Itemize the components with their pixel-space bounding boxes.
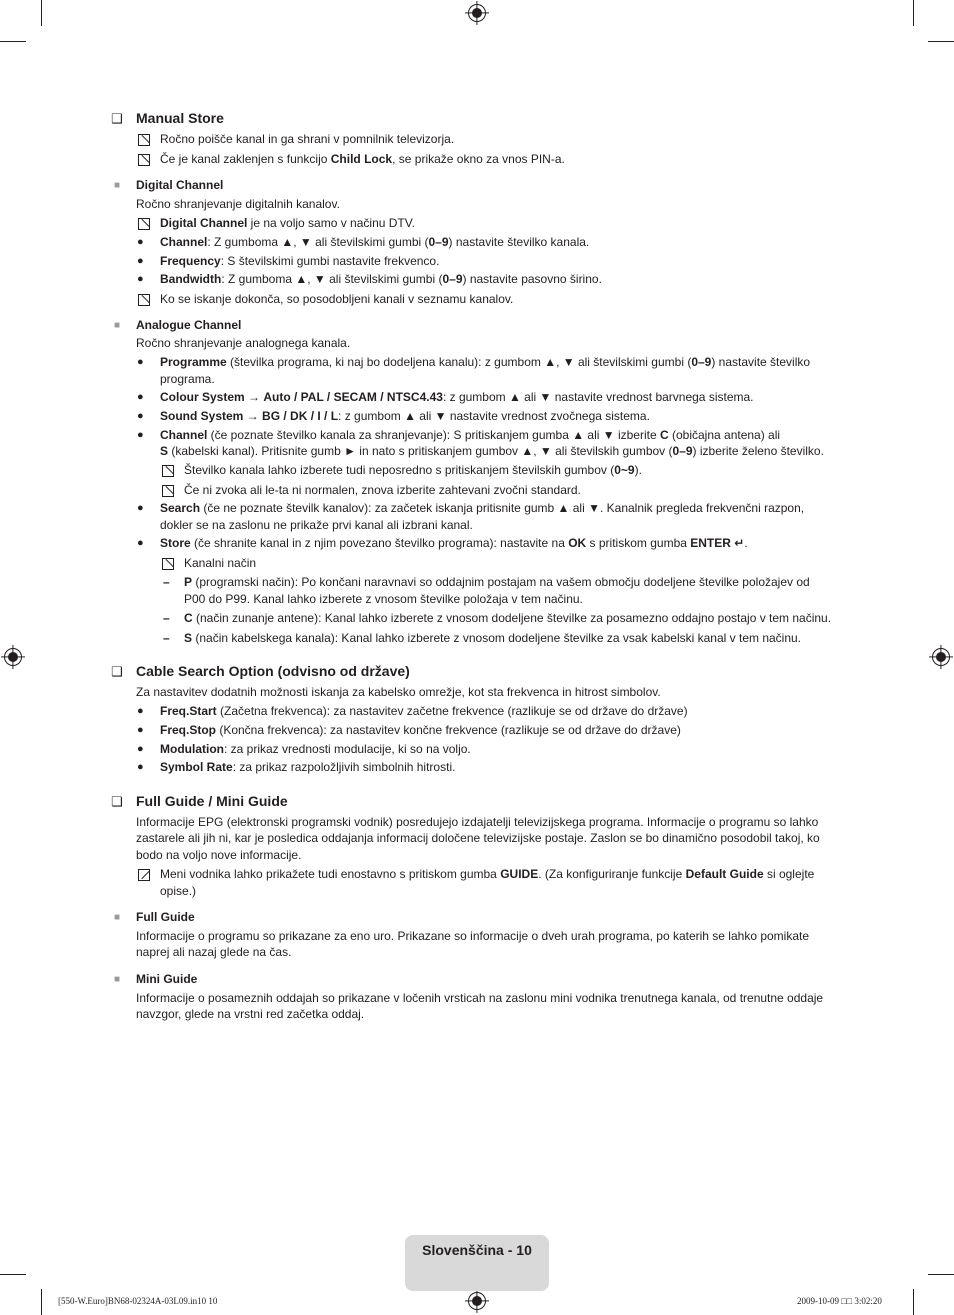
text-segment: (kabelski kanal). Pritisnite gumb ► in nato s pritiskanjem gumbov ▲, ▼ ali številskih gumbov ( (168, 444, 673, 458)
bullet-icon: ● (137, 429, 144, 441)
text-line (136, 335, 350, 352)
section-heading (136, 792, 288, 810)
crop-mark (0, 41, 26, 42)
bold-term: Bandwidth (160, 272, 222, 286)
note-icon (138, 217, 150, 234)
text-segment: naprej ali nazaj glede na čas. (136, 945, 292, 959)
subsection-square-icon: ■ (114, 912, 121, 923)
text-segment: Informacije o posameznih oddajah so prikazane v ločenih vrsticah na zaslonu mini vodnika trenutnega kanala, od trenutne oddaje (136, 991, 824, 1005)
bold-term: Digital Channel (136, 178, 224, 192)
registration-mark-icon (468, 1292, 486, 1310)
text-line (160, 215, 415, 232)
text-line (160, 234, 589, 251)
note-icon (138, 133, 150, 150)
text-segment: (način zunanje antene): Kanal lahko izberete z vnosom dodeljene številke za posamezno oddajno postajo v tem načinu. (192, 611, 832, 625)
text-segment: Če je kanal zaklenjen s funkcijo (160, 152, 331, 166)
text-segment: Za nastavitev dodatnih možnosti iskanja za kabelsko omrežje, kot sta frekvenca in hitrost simbolov. (136, 685, 661, 699)
subsection-heading (136, 909, 195, 926)
crop-mark (0, 1274, 26, 1275)
bold-term: P (184, 575, 193, 589)
bold-term: C (184, 611, 193, 625)
section-checkbox-icon: ❑ (111, 794, 123, 809)
text-segment: : za prikaz vrednosti modulacije, ki so na voljo. (223, 742, 471, 756)
text-segment: . (Za konfiguriranje funkcije (538, 867, 686, 881)
text-segment: programa. (160, 372, 215, 386)
section-checkbox-icon: ❑ (111, 664, 123, 679)
bullet-icon: ● (137, 724, 144, 736)
bold-term: C (659, 428, 669, 442)
text-segment: : Z gumboma ▲, ▼ ali številskimi gumbi ( (221, 272, 443, 286)
text-line (160, 759, 455, 776)
bold-term: Default Guide (685, 867, 764, 881)
text-segment: dokler se na zaslonu ne prikaže prvi kanal ali izbrani kanal. (160, 518, 473, 532)
bold-term: GUIDE (500, 867, 539, 881)
text-line (160, 535, 748, 552)
text-segment: Ročno shranjevanje analognega kanala. (136, 336, 351, 350)
note-icon (162, 484, 174, 501)
text-line (136, 830, 820, 847)
bold-term: Child Lock (330, 152, 393, 166)
subsection-heading (136, 971, 197, 988)
text-segment: : z gumbom ▲ ali ▼ nastavite vrednost barvnega sistema. (442, 390, 754, 404)
bullet-icon: ● (137, 236, 144, 248)
text-line (160, 722, 681, 739)
text-line (136, 684, 661, 701)
text-segment: Informacije EPG (elektronski programski vodnik) posredujejo izdajatelji televizijskega programa. Informacije o programu so lahko (136, 815, 819, 829)
text-line (136, 928, 809, 945)
text-segment: Meni vodnika lahko prikažete tudi enostavno s pritiskom gumba (160, 867, 501, 881)
text-line (136, 814, 818, 831)
bullet-icon: ● (137, 502, 144, 514)
text-segment: : Z gumboma ▲, ▼ ali številskimi gumbi ( (207, 235, 429, 249)
page-number-label: Slovenščina - 10 (422, 1242, 532, 1258)
text-segment: (običajna antena) ali (668, 428, 781, 442)
text-segment: opise.) (160, 884, 197, 898)
bullet-icon: ● (137, 356, 144, 368)
text-line (184, 482, 581, 499)
bullet-icon: ● (137, 537, 144, 549)
bullet-icon: ● (137, 705, 144, 717)
bold-term: 0–9 (428, 235, 449, 249)
text-segment: je na voljo samo v načinu DTV. (247, 216, 415, 230)
note-icon (138, 868, 150, 885)
text-line (160, 866, 814, 883)
text-line (136, 990, 823, 1007)
text-line (160, 389, 754, 406)
crop-mark (928, 41, 954, 42)
crop-mark (41, 0, 42, 26)
subsection-square-icon: ■ (114, 974, 121, 985)
section-heading (136, 662, 410, 680)
text-line (160, 883, 196, 900)
bold-term: OK (568, 536, 587, 550)
text-line (160, 271, 602, 288)
bold-term: 0–9 (672, 444, 693, 458)
text-line (184, 574, 810, 591)
bullet-icon: ● (137, 273, 144, 285)
bold-term: Freq.Stop (160, 723, 216, 737)
bold-term: 0–9 (442, 272, 463, 286)
text-line (160, 703, 688, 720)
text-segment: → (244, 390, 264, 404)
print-slug-file: [550-W.Euro]BN68-02324A-03L09.in10 10 (58, 1296, 218, 1306)
text-segment: : S številskimi gumbi nastavite frekvenco. (220, 254, 440, 268)
text-segment: (programski način): Po končani naravnavi so oddajnim postajam na vašem območju dodeljene številke položajev od (192, 575, 810, 589)
bullet-icon: ● (137, 743, 144, 755)
text-segment: , se prikaže okno za vnos PIN-a. (392, 152, 565, 166)
text-line (136, 1006, 364, 1023)
text-line (160, 151, 565, 168)
text-segment: (Končna frekvenca): za nastavitev končne frekvence (razlikuje se od države do države) (216, 723, 681, 737)
text-segment: ). (634, 463, 642, 477)
print-slug-timestamp: 2009-10-09 □□ 3:02:20 (797, 1296, 882, 1306)
text-segment: (če shranite kanal in z njim povezano številko programa): nastavite na (190, 536, 569, 550)
text-line (184, 555, 256, 572)
registration-mark-icon (932, 648, 950, 666)
text-line (136, 944, 291, 961)
text-segment: Ročno poišče kanal in ga shrani v pomnilnik televizorja. (160, 132, 455, 146)
subsection-square-icon: ■ (114, 320, 121, 331)
text-line (160, 354, 810, 371)
dash-icon: – (163, 611, 170, 625)
text-line (184, 630, 801, 647)
text-line (160, 291, 513, 308)
section-heading (136, 109, 224, 127)
bold-term: Mini Guide (136, 972, 198, 986)
text-segment: bodo na voljo nove informacije. (136, 848, 302, 862)
text-segment: (številka programa, ki naj bo dodeljena kanalu): z gumbom ▲, ▼ ali številskimi gumbi ( (226, 355, 692, 369)
note-icon (138, 293, 150, 310)
bold-term: Auto / PAL / SECAM / NTSC4.43 (263, 390, 443, 404)
text-segment: (če ne poznate številk kanalov): za začetek iskanja pritisnite gumb ▲ ali ▼. Kanalnik pregleda frekvenčni razpon, (200, 501, 805, 515)
note-icon (162, 464, 174, 481)
bold-term: Channel (160, 235, 208, 249)
text-segment: Kanalni način (184, 556, 257, 570)
bold-term: Programme (160, 355, 227, 369)
section-checkbox-icon: ❑ (111, 111, 123, 126)
text-segment: ) izberite želeno številko. (692, 444, 824, 458)
dash-icon: – (163, 575, 170, 589)
crop-mark (913, 1289, 914, 1315)
bullet-icon: ● (137, 410, 144, 422)
dash-icon: – (163, 631, 170, 645)
bold-term: Colour System (160, 390, 245, 404)
text-line (160, 131, 454, 148)
text-segment: zastarele ali jih ni, kar je posledica oddajanja informacij določene televizijske postaje. Zaslon se bo dinamično posodobil takoj, ko (136, 831, 820, 845)
text-segment: → (243, 409, 263, 423)
text-segment: . (744, 536, 748, 550)
bold-term: 0–9 (691, 355, 712, 369)
subsection-square-icon: ■ (114, 180, 121, 191)
text-segment: (način kabelskega kanala): Kanal lahko izberete z vnosom dodeljene številke za vsak kabelski kanal v tem načinu. (192, 631, 802, 645)
bold-term: Modulation (160, 742, 224, 756)
subsection-heading (136, 177, 223, 194)
bold-term: Freq.Start (160, 704, 217, 718)
registration-mark-icon (4, 648, 22, 666)
text-segment: ) nastavite številko kanala. (448, 235, 590, 249)
text-segment: : z gumbom ▲ ali ▼ nastavite vrednost zvočnega sistema. (338, 409, 650, 423)
text-segment: ) nastavite številko (711, 355, 811, 369)
text-line (160, 517, 473, 534)
text-segment: Ročno shranjevanje digitalnih kanalov. (136, 197, 340, 211)
bullet-icon: ● (137, 255, 144, 267)
text-segment: Full Guide / Mini Guide (136, 793, 288, 809)
text-line (160, 427, 780, 444)
bold-term: Sound System (160, 409, 244, 423)
text-segment: Cable Search Option (odvisno od države) (136, 663, 410, 679)
note-icon (162, 557, 174, 574)
subsection-heading (136, 317, 241, 334)
bold-term: Frequency (160, 254, 221, 268)
bold-term: Full Guide (136, 910, 195, 924)
bold-term: Digital Channel (160, 216, 248, 230)
text-line (160, 443, 824, 460)
crop-mark (913, 0, 914, 26)
text-line (160, 371, 215, 388)
text-segment: (Začetna frekvenca): za nastavitev začetne frekvence (razlikuje se od države do države) (216, 704, 688, 718)
bold-term: Store (160, 536, 191, 550)
text-segment: navzgor, glede na vrstni red začetka oddaj. (136, 1007, 365, 1021)
text-segment: Številko kanala lahko izberete tudi neposredno s pritiskanjem številskih gumbov ( (184, 463, 615, 477)
text-segment: Če ni zvoka ali le-ta ni normalen, znova izberite zahtevani zvočni standard. (184, 483, 581, 497)
note-icon (138, 153, 150, 170)
text-segment: ) nastavite pasovno širino. (462, 272, 602, 286)
text-segment: Manual Store (136, 110, 224, 126)
text-segment: s pritiskom gumba (586, 536, 691, 550)
bold-term: Symbol Rate (160, 760, 233, 774)
text-segment: Informacije o programu so prikazane za eno uro. Prikazane so informacije o dveh urah programa, po katerih se lahko pomikate (136, 929, 810, 943)
text-line (160, 500, 804, 517)
text-segment: si oglejte (763, 867, 815, 881)
bullet-icon: ● (137, 761, 144, 773)
bold-term: S (184, 631, 193, 645)
text-segment: (če poznate številko kanala za shranjevanje): S pritiskanjem gumba ▲ ali ▼ izberite (207, 428, 660, 442)
text-line (136, 847, 301, 864)
text-line (160, 253, 439, 270)
bullet-icon: ● (137, 391, 144, 403)
text-segment: P00 do P99. Kanal lahko izberete z vnosom številke položaja v tem načinu. (184, 592, 583, 606)
text-line (160, 741, 471, 758)
bold-term: S (160, 444, 169, 458)
bold-term: BG / DK / I / L (262, 409, 339, 423)
text-segment: : za prikaz razpoložljivih simbolnih hitrosti. (232, 760, 456, 774)
text-line (184, 610, 831, 627)
text-line (136, 196, 340, 213)
bold-term: Analogue Channel (136, 318, 242, 332)
text-line (160, 408, 650, 425)
crop-mark (41, 1289, 42, 1315)
text-segment: Ko se iskanje dokonča, so posodobljeni kanali v seznamu kanalov. (160, 292, 514, 306)
bold-term: Channel (160, 428, 208, 442)
crop-mark (928, 1274, 954, 1275)
text-line (184, 462, 642, 479)
bold-term: Search (160, 501, 201, 515)
bold-term: ENTER ↵ (690, 536, 745, 550)
registration-mark-icon (468, 4, 486, 22)
text-line (184, 591, 583, 608)
bold-term: 0~9 (614, 463, 635, 477)
